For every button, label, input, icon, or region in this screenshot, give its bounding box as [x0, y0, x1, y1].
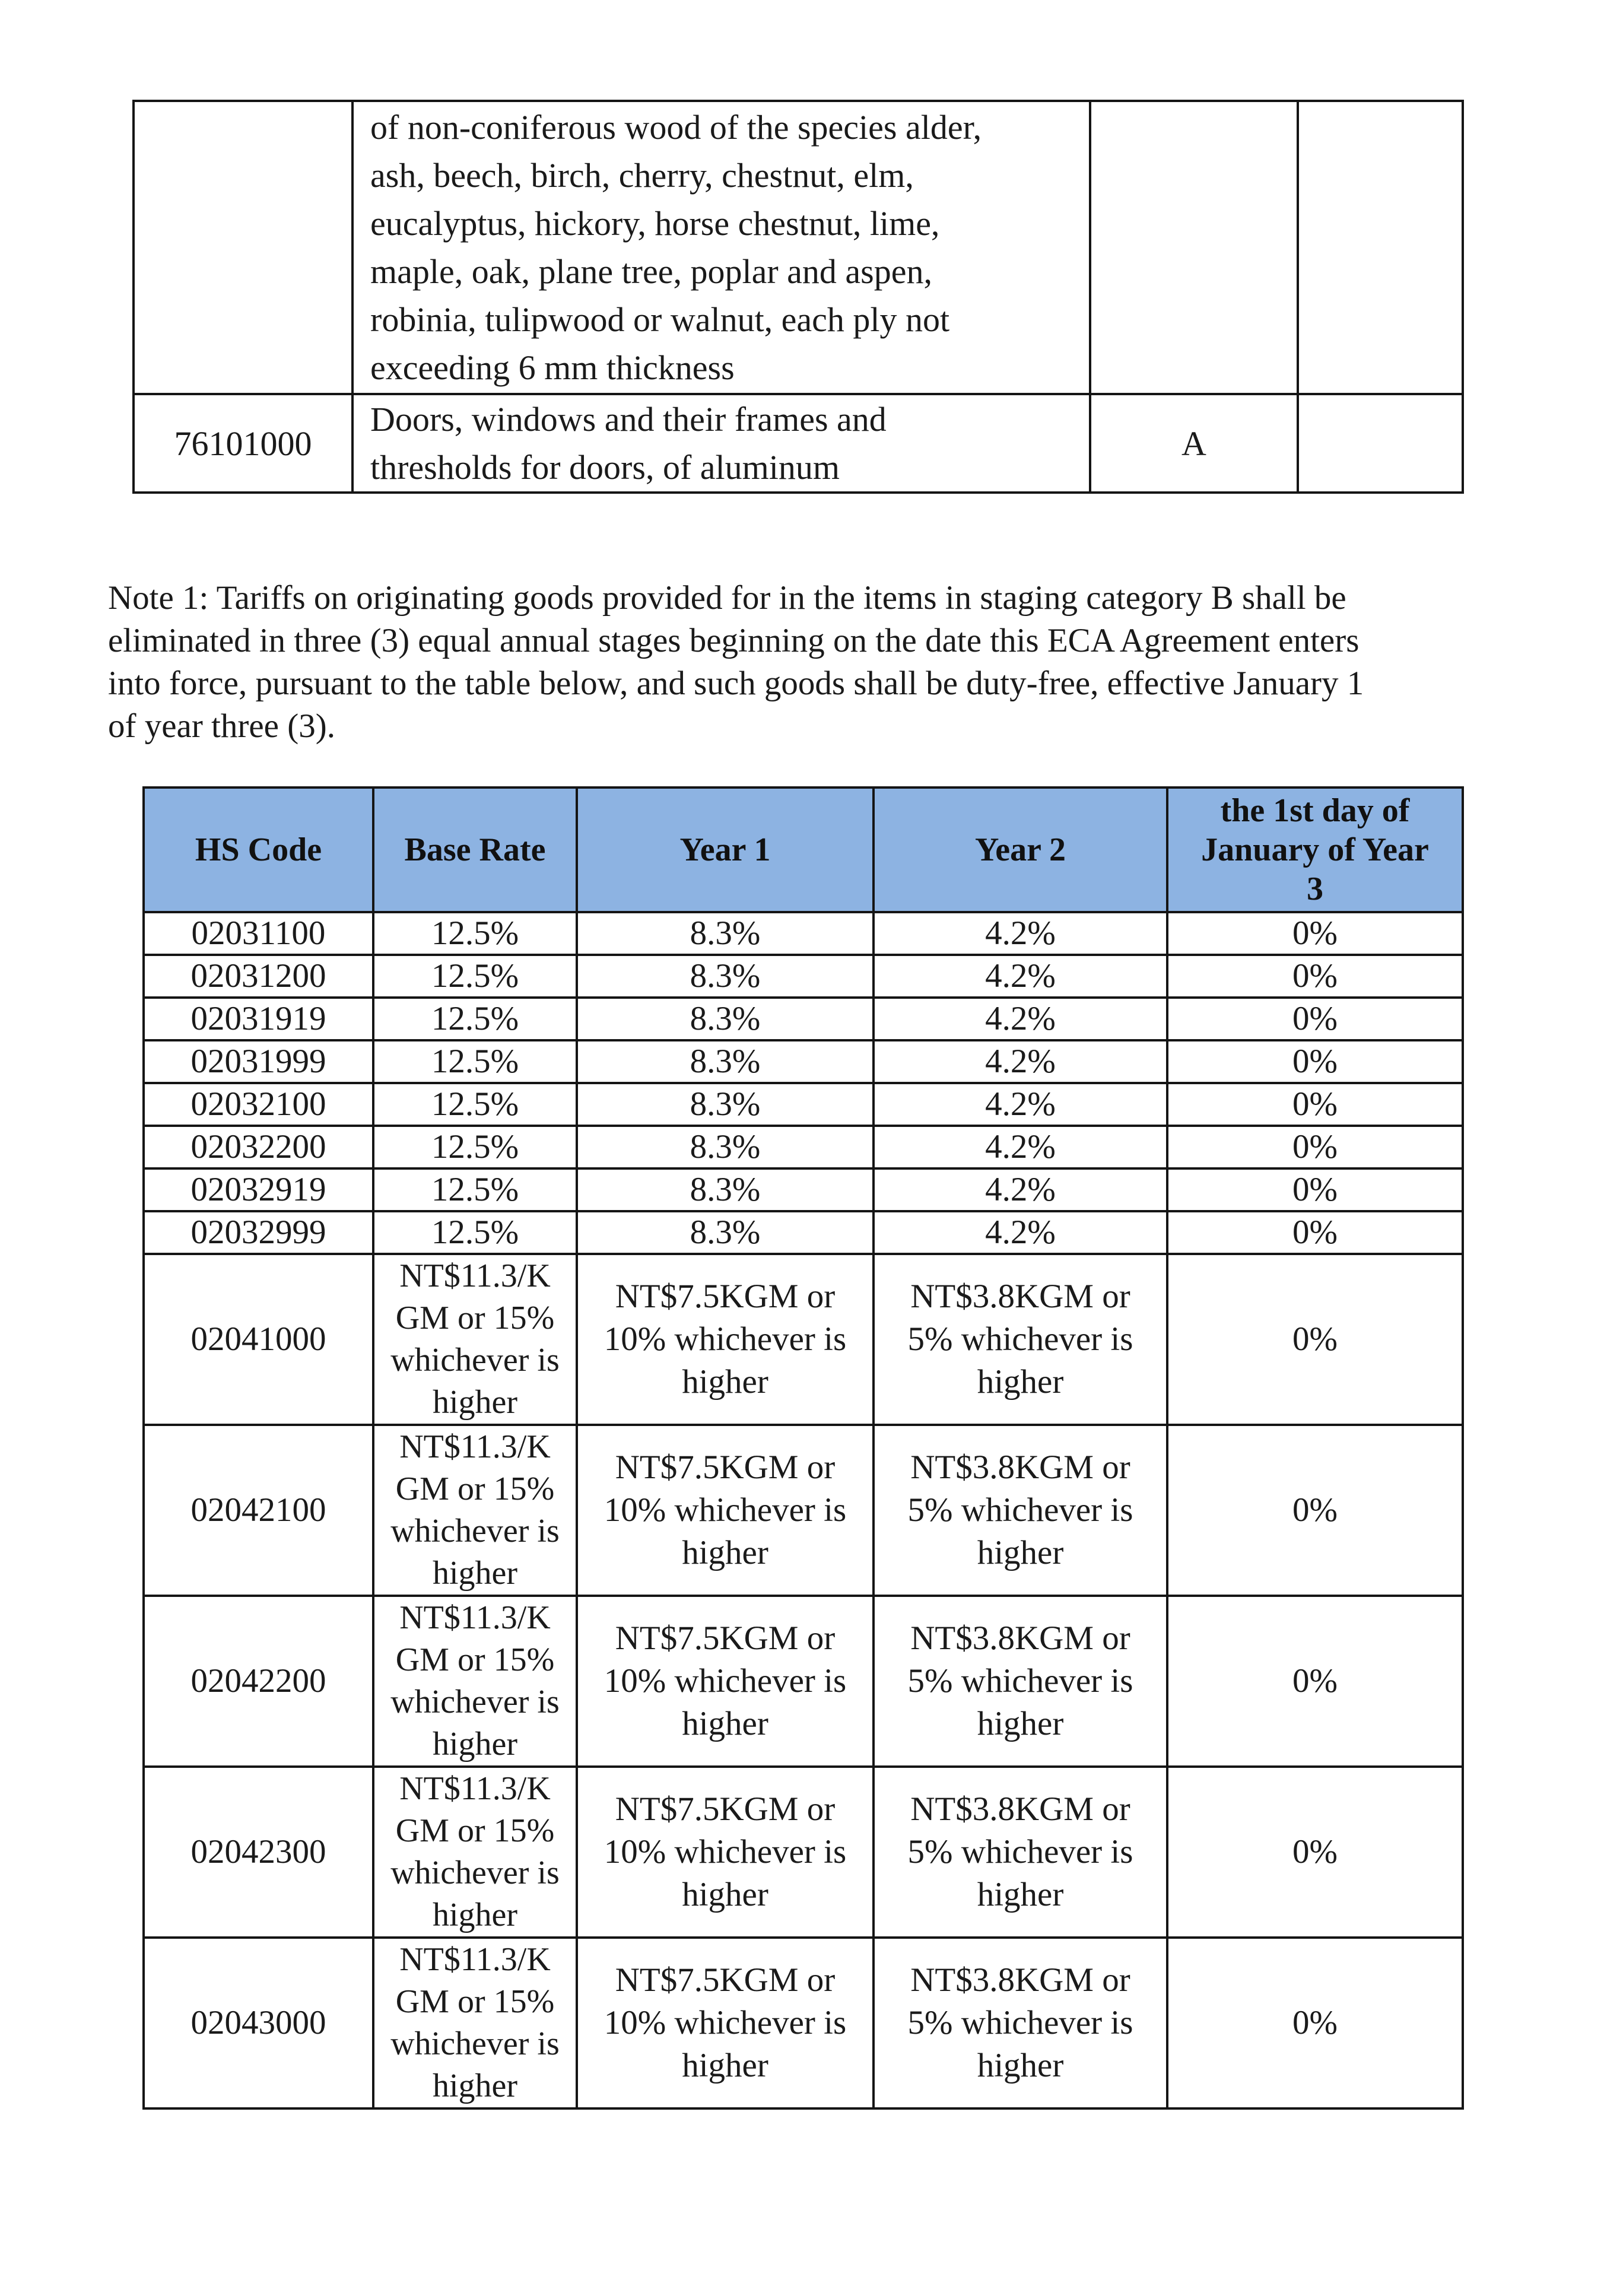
year-1-cell — [577, 1254, 874, 1425]
table-row — [144, 998, 1463, 1040]
description-line: robinia, tulipwood or walnut, each ply not — [370, 300, 950, 339]
header-line: the 1st day of — [1220, 792, 1410, 829]
base-rate-cell — [373, 1767, 577, 1938]
cell-line: GM or 15% — [395, 1641, 555, 1678]
year-3-cell: 0% — [1167, 912, 1463, 955]
year-3-cell: 0% — [1167, 1425, 1463, 1596]
cell-line: whichever is — [390, 1513, 560, 1549]
table-row — [144, 1596, 1463, 1767]
base-rate-cell: 12.5% — [373, 998, 577, 1040]
year-2-cell: 4.2% — [874, 998, 1167, 1040]
cell-line: higher — [682, 1876, 768, 1913]
year-1-cell: 8.3% — [577, 1040, 874, 1083]
year-1-cell: 8.3% — [577, 1126, 874, 1168]
year-2-cell: 4.2% — [874, 1040, 1167, 1083]
cell-line: higher — [432, 1384, 518, 1421]
hs-code-cell: 02032999 — [144, 1211, 373, 1254]
cell-line: NT$11.3/K — [399, 1257, 551, 1294]
base-rate-cell: 12.5% — [373, 1126, 577, 1168]
cell-line: NT$11.3/K — [399, 1770, 551, 1807]
base-rate-cell: 12.5% — [373, 912, 577, 955]
cell-line: 10% whichever is — [604, 1491, 847, 1529]
year-2-cell: 4.2% — [874, 1126, 1167, 1168]
cell-line: NT$7.5KGM or — [615, 1790, 836, 1828]
year-3-cell: 0% — [1167, 1211, 1463, 1254]
cell-line: higher — [977, 1876, 1064, 1913]
hs-code-cell: 02041000 — [144, 1254, 373, 1425]
header-row — [144, 787, 1463, 912]
year-2-cell: 4.2% — [874, 1211, 1167, 1254]
year-3-cell: 0% — [1167, 1596, 1463, 1767]
note-line: eliminated in three (3) equal annual stages beginning on the date this ECA Agreement enters — [108, 622, 1360, 659]
remarks-cell — [1298, 394, 1463, 493]
description-line: maple, oak, plane tree, poplar and aspen, — [370, 252, 932, 291]
cell-line: 5% whichever is — [907, 1833, 1133, 1871]
hs-code-cell: 02031999 — [144, 1040, 373, 1083]
table-row — [144, 1425, 1463, 1596]
hs-code-cell: 76101000 — [134, 394, 352, 493]
year-1-cell — [577, 1425, 874, 1596]
hs-code-cell: 02042300 — [144, 1767, 373, 1938]
base-rate-cell: 12.5% — [373, 1040, 577, 1083]
hs-code-cell — [134, 101, 352, 394]
cell-line: higher — [977, 1363, 1064, 1401]
cell-line: higher — [977, 1705, 1064, 1742]
table-row — [134, 394, 1463, 493]
table-row — [144, 1938, 1463, 2108]
cell-line: NT$3.8KGM or — [910, 1278, 1130, 1315]
cell-line: NT$11.3/K — [399, 1599, 551, 1636]
year-2-cell — [874, 1254, 1167, 1425]
year-1-cell: 8.3% — [577, 1168, 874, 1211]
hs-code-cell: 02042200 — [144, 1596, 373, 1767]
description-line: thresholds for doors, of aluminum — [370, 448, 840, 487]
cell-line: higher — [977, 1534, 1064, 1571]
description-line: ash, beech, birch, cherry, chestnut, elm, — [370, 156, 914, 195]
cell-line: higher — [432, 1897, 518, 1933]
description-line: Doors, windows and their frames and — [370, 400, 887, 439]
cell-line: whichever is — [390, 1342, 560, 1379]
base-rate-cell: 12.5% — [373, 1211, 577, 1254]
base-rate-cell — [373, 1596, 577, 1767]
table-row — [144, 1211, 1463, 1254]
cell-line: 10% whichever is — [604, 2004, 847, 2041]
table-row — [134, 101, 1463, 394]
header-hs-code: HS Code — [144, 787, 373, 912]
table-row — [144, 1083, 1463, 1126]
year-2-cell: 4.2% — [874, 1168, 1167, 1211]
cell-line: higher — [682, 2047, 768, 2084]
table-row — [144, 1767, 1463, 1938]
cell-line: NT$11.3/K — [399, 1941, 551, 1978]
table-row — [144, 955, 1463, 998]
year-3-cell: 0% — [1167, 1083, 1463, 1126]
hs-code-cell: 02031100 — [144, 912, 373, 955]
header-year-1: Year 1 — [577, 787, 874, 912]
cell-line: 10% whichever is — [604, 1833, 847, 1871]
cell-line: GM or 15% — [395, 1300, 555, 1336]
cell-line: NT$7.5KGM or — [615, 1961, 836, 1999]
cell-line: 5% whichever is — [907, 2004, 1133, 2041]
base-rate-cell: 12.5% — [373, 1083, 577, 1126]
cell-line: NT$3.8KGM or — [910, 1961, 1130, 1999]
table-row — [144, 912, 1463, 955]
base-rate-cell — [373, 1938, 577, 2108]
year-1-cell — [577, 1596, 874, 1767]
cell-line: higher — [432, 1555, 518, 1592]
year-2-cell — [874, 1425, 1167, 1596]
year-2-cell — [874, 1938, 1167, 2108]
hs-code-cell: 02042100 — [144, 1425, 373, 1596]
remarks-cell — [1298, 101, 1463, 394]
cell-line: NT$7.5KGM or — [615, 1619, 836, 1657]
note-line: Note 1: Tariffs on originating goods provided for in the items in staging category B shall be — [108, 579, 1346, 617]
year-3-cell: 0% — [1167, 1938, 1463, 2108]
table-row — [144, 1254, 1463, 1425]
hs-code-cell: 02031919 — [144, 998, 373, 1040]
year-2-cell — [874, 1596, 1167, 1767]
year-1-cell: 8.3% — [577, 955, 874, 998]
note-line: of year three (3). — [108, 707, 335, 745]
continued-tariff-table — [132, 100, 1464, 494]
header-base-rate: Base Rate — [373, 787, 577, 912]
cell-line: NT$11.3/K — [399, 1428, 551, 1465]
hs-code-cell: 02032200 — [144, 1126, 373, 1168]
year-3-cell: 0% — [1167, 1040, 1463, 1083]
year-3-cell: 0% — [1167, 1254, 1463, 1425]
cell-line: whichever is — [390, 1854, 560, 1891]
cell-line: 5% whichever is — [907, 1662, 1133, 1700]
cell-line: GM or 15% — [395, 1983, 555, 2020]
year-1-cell — [577, 1938, 874, 2108]
cell-line: higher — [682, 1705, 768, 1742]
hs-code-cell: 02043000 — [144, 1938, 373, 2108]
staging-category-cell: A — [1090, 394, 1298, 493]
table-row — [144, 1126, 1463, 1168]
base-rate-cell: 12.5% — [373, 955, 577, 998]
cell-line: GM or 15% — [395, 1812, 555, 1849]
cell-line: GM or 15% — [395, 1471, 555, 1507]
cell-line: 5% whichever is — [907, 1491, 1133, 1529]
hs-code-cell: 02031200 — [144, 955, 373, 998]
table-row — [144, 1168, 1463, 1211]
year-2-cell — [874, 1767, 1167, 1938]
description-cell — [352, 101, 1090, 394]
cell-line: whichever is — [390, 1684, 560, 1720]
note-line: into force, pursuant to the table below, and such goods shall be duty-free, effective January 1 — [108, 665, 1364, 702]
description-cell — [352, 394, 1090, 493]
header-line: January of Year — [1201, 831, 1429, 868]
cell-line: 10% whichever is — [604, 1662, 847, 1700]
base-rate-cell — [373, 1254, 577, 1425]
header-year-3 — [1167, 787, 1463, 912]
cell-line: NT$3.8KGM or — [910, 1619, 1130, 1657]
year-3-cell: 0% — [1167, 1126, 1463, 1168]
cell-line: higher — [977, 2047, 1064, 2084]
header-line: 3 — [1307, 871, 1323, 907]
table-row — [144, 1040, 1463, 1083]
cell-line: 5% whichever is — [907, 1320, 1133, 1358]
description-line: eucalyptus, hickory, horse chestnut, lime, — [370, 204, 940, 243]
cell-line: higher — [682, 1534, 768, 1571]
hs-code-cell: 02032919 — [144, 1168, 373, 1211]
description-line: of non-coniferous wood of the species alder, — [370, 108, 982, 147]
year-1-cell — [577, 1767, 874, 1938]
note-paragraph — [108, 577, 1604, 748]
staging-category-cell — [1090, 101, 1298, 394]
year-2-cell: 4.2% — [874, 912, 1167, 955]
header-year-2: Year 2 — [874, 787, 1167, 912]
cell-line: NT$3.8KGM or — [910, 1790, 1130, 1828]
cell-line: higher — [432, 1726, 518, 1763]
year-1-cell: 8.3% — [577, 1211, 874, 1254]
base-rate-cell: 12.5% — [373, 1168, 577, 1211]
cell-line: 10% whichever is — [604, 1320, 847, 1358]
cell-line: NT$3.8KGM or — [910, 1449, 1130, 1486]
staging-category-b-table — [142, 786, 1464, 2110]
year-1-cell: 8.3% — [577, 912, 874, 955]
year-1-cell: 8.3% — [577, 998, 874, 1040]
cell-line: whichever is — [390, 2025, 560, 2062]
year-1-cell: 8.3% — [577, 1083, 874, 1126]
cell-line: higher — [682, 1363, 768, 1401]
cell-line: NT$7.5KGM or — [615, 1449, 836, 1486]
base-rate-cell — [373, 1425, 577, 1596]
year-3-cell: 0% — [1167, 955, 1463, 998]
cell-line: higher — [432, 2068, 518, 2104]
year-3-cell: 0% — [1167, 1168, 1463, 1211]
hs-code-cell: 02032100 — [144, 1083, 373, 1126]
description-line: exceeding 6 mm thickness — [370, 348, 735, 387]
year-3-cell: 0% — [1167, 1767, 1463, 1938]
year-3-cell: 0% — [1167, 998, 1463, 1040]
year-2-cell: 4.2% — [874, 1083, 1167, 1126]
year-2-cell: 4.2% — [874, 955, 1167, 998]
cell-line: NT$7.5KGM or — [615, 1278, 836, 1315]
